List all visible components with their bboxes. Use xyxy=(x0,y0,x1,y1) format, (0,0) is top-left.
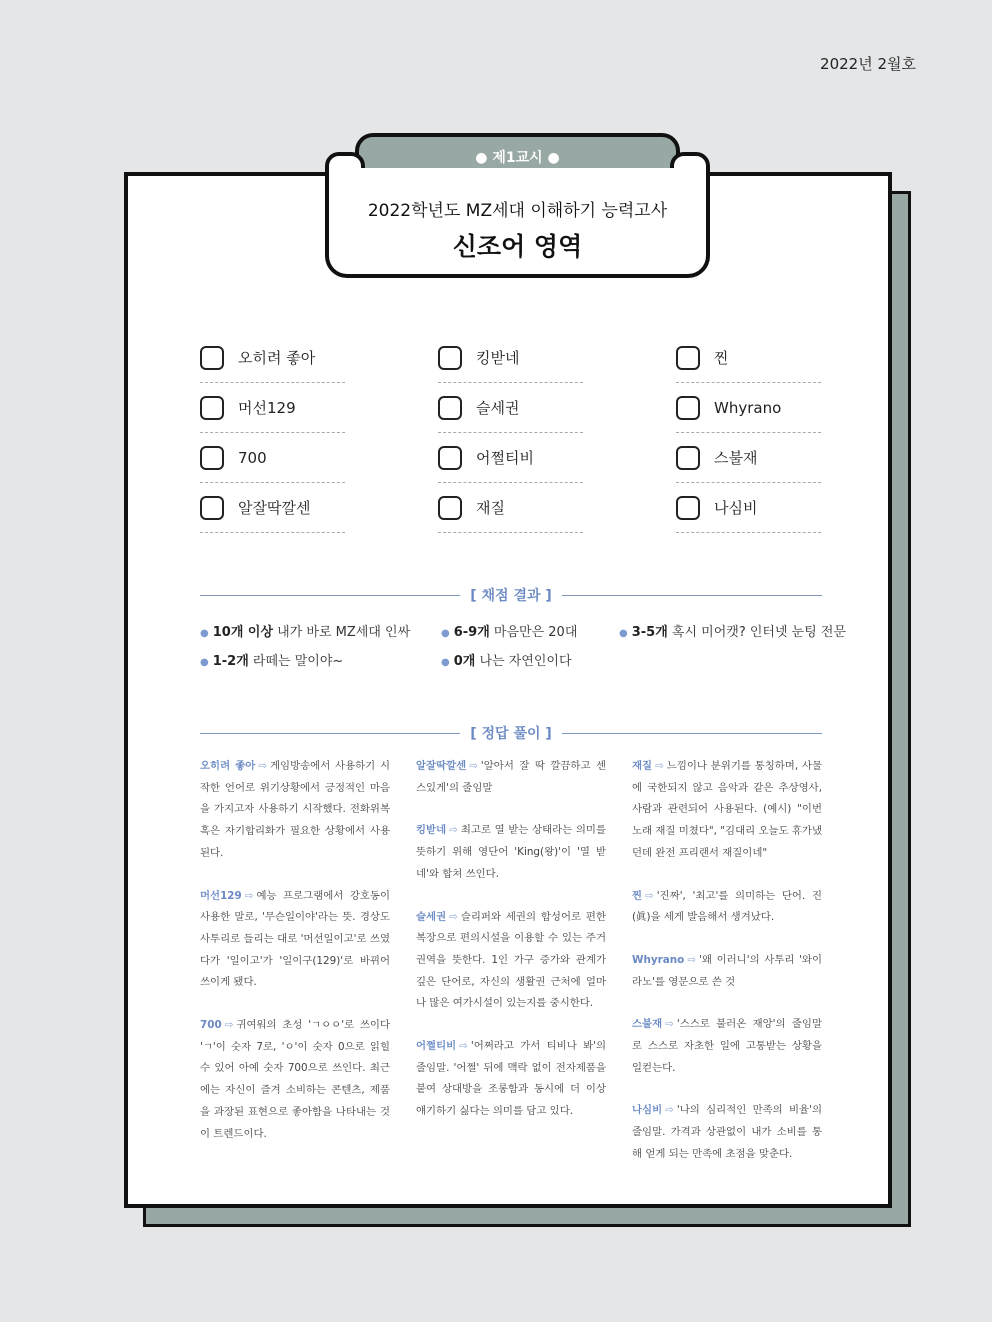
checklist-item[interactable] xyxy=(438,433,583,483)
answer-term: 알잘딱깔센 xyxy=(416,760,467,772)
answer-desc: '어쩌라고 가서 티비나 봐'의 줄임말. '어쩔' 뒤에 맥락 없이 전자제품을 붙여 상대방을 조롱함과 동시에 더 이상 얘기하기 싫다는 의미를 담고 있다. xyxy=(416,1040,606,1118)
answers-heading-text: [ 정답 풀이 ] xyxy=(470,726,552,742)
answer-desc: 최고로 열 받는 상태라는 의미를 뜻하기 위해 영단어 'King(왕)'이 '열 받네'와 합쳐 쓰인다. xyxy=(416,824,606,880)
score-range: 6-9개 xyxy=(453,625,490,640)
scoring-heading-text: [ 채점 결과 ] xyxy=(470,588,552,604)
checkbox[interactable] xyxy=(200,496,224,520)
score-result xyxy=(441,650,572,669)
title-box xyxy=(325,168,710,278)
arrow-icon: ⇨ xyxy=(469,760,478,772)
bullet-icon: ● xyxy=(200,628,209,639)
answer-entry xyxy=(632,1100,822,1165)
checkbox[interactable] xyxy=(438,446,462,470)
score-text: 혹시 미어캣? 인터넷 눈팅 전문 xyxy=(667,625,847,640)
bullet-icon: ● xyxy=(200,657,209,668)
checklist-label: 어쩔티비 xyxy=(476,449,534,467)
answers-heading xyxy=(200,723,822,743)
section-title: 신조어 영역 xyxy=(452,232,583,261)
answer-desc: 귀여워의 초성 'ㄱㅇㅇ'로 쓰이다 'ㄱ'이 숫자 7로, 'ㅇ'이 숫자 0으로 읽힐 수 있어 아예 숫자 700으로 쓰인다. 최근에는 자신이 즐겨 소비하는 콘텐츠, 제품을 과장된 표현으로 좋아함을 나타내는 것이 트렌드이다. xyxy=(200,1019,390,1140)
answer-term: 킹받네 xyxy=(416,824,447,837)
arrow-icon: ⇨ xyxy=(258,760,268,772)
checkbox[interactable] xyxy=(676,496,700,520)
answer-desc: '진짜', '최고'를 의미하는 단어. 진(眞)을 세게 발음해서 생겨났다. xyxy=(632,889,822,924)
answer-column xyxy=(632,756,822,1187)
arrow-icon: ⇨ xyxy=(655,760,664,772)
answer-term: 어쩔티비 xyxy=(416,1040,457,1053)
checkbox[interactable] xyxy=(676,446,700,470)
score-range: 1-2개 xyxy=(212,654,249,669)
answer-column xyxy=(416,756,606,1187)
checkbox[interactable] xyxy=(200,346,224,370)
answer-entry xyxy=(200,1015,390,1145)
score-result xyxy=(200,621,410,640)
answer-term: 재질 xyxy=(632,760,653,772)
period-tab-label: ● 제1교시 ● xyxy=(475,150,560,166)
answer-term: 머선129 xyxy=(200,889,242,902)
checkbox[interactable] xyxy=(676,396,700,420)
score-text: 나는 자연인이다 xyxy=(475,654,572,669)
arrow-icon: ⇨ xyxy=(459,1040,468,1053)
word-checklist xyxy=(200,333,822,533)
answer-entry xyxy=(200,886,390,995)
bullet-icon: ● xyxy=(619,628,628,639)
scoring-heading xyxy=(200,585,822,605)
checklist-item[interactable] xyxy=(676,383,821,433)
answer-entry xyxy=(632,950,822,993)
checkbox[interactable] xyxy=(200,446,224,470)
checkbox[interactable] xyxy=(200,396,224,420)
checklist-label: 슬세권 xyxy=(476,399,520,417)
checklist-label: 재질 xyxy=(476,499,505,517)
checklist-label: 머선129 xyxy=(238,399,296,417)
answer-desc: '나의 심리적인 만족의 비율'의 줄임말. 가격과 상관없이 내가 소비를 통해 얻게 되는 만족에 초점을 맞춘다. xyxy=(632,1104,822,1160)
answer-entry xyxy=(200,756,390,865)
checklist-label: 나심비 xyxy=(714,499,758,517)
answer-desc: 느낌이나 분위기를 통칭하며, 사물에 국한되지 않고 음악과 같은 추상영사, 사람과 관련되어 사용된다. (예시) "이번 노래 재질 미쳤다", "김대리 오늘도 휴가냈던데 완전 프리랜서 재질이네" xyxy=(632,760,822,859)
checklist-label: 킹받네 xyxy=(476,349,520,367)
answer-entry xyxy=(632,1014,822,1079)
divider xyxy=(562,733,822,734)
arrow-icon: ⇨ xyxy=(645,889,654,902)
answer-explanations xyxy=(200,756,822,1187)
checkbox[interactable] xyxy=(438,396,462,420)
checklist-item[interactable] xyxy=(676,333,821,383)
answer-term: Whyrano xyxy=(632,953,685,966)
checklist-label: 오히려 좋아 xyxy=(238,349,316,367)
answer-entry xyxy=(416,820,606,885)
checklist-item[interactable] xyxy=(438,333,583,383)
divider xyxy=(200,733,460,734)
arrow-icon: ⇨ xyxy=(449,910,458,923)
score-text: 내가 바로 MZ세대 인싸 xyxy=(273,625,411,640)
exam-title: 2022학년도 MZ세대 이해하기 능력고사 xyxy=(367,201,668,221)
answer-desc: '스스로 불러온 재앙'의 줄임말로 스스로 자초한 일에 고통받는 상황을 일컫는다. xyxy=(632,1018,822,1074)
score-result xyxy=(200,650,343,669)
checklist-item[interactable] xyxy=(438,483,583,533)
answer-column xyxy=(200,756,390,1187)
divider xyxy=(200,595,460,596)
answer-term: 찐 xyxy=(632,889,643,902)
arrow-icon: ⇨ xyxy=(687,953,697,966)
answer-entry xyxy=(632,756,822,865)
answer-desc: 예능 프로그램에서 강호동이 사용한 말로, '무슨일이야'라는 뜻. 경상도 사투리로 들리는 대로 '머선일이고'로 쓰였다가 '일이고'가 '일이구(129)'로 바뀌어 쓰이게 됐다. xyxy=(200,889,390,989)
checkbox[interactable] xyxy=(676,346,700,370)
arrow-icon: ⇨ xyxy=(665,1104,674,1117)
checkbox[interactable] xyxy=(438,496,462,520)
arrow-icon: ⇨ xyxy=(665,1018,674,1031)
answer-entry xyxy=(416,907,606,1016)
arrow-icon: ⇨ xyxy=(244,889,254,902)
answer-entry xyxy=(632,886,822,929)
answer-desc: '알아서 잘 딱 깔끔하고 센스있게'의 줄임말 xyxy=(416,760,606,794)
checklist-item[interactable] xyxy=(200,333,345,383)
answer-term: 스불재 xyxy=(632,1018,663,1031)
answer-term: 나심비 xyxy=(632,1104,663,1117)
checklist-label: Whyrano xyxy=(714,398,782,417)
score-text: 라떼는 말이야~ xyxy=(248,654,344,669)
bullet-icon: ● xyxy=(441,628,450,639)
issue-date: 2022년 2월호 xyxy=(820,55,916,73)
answer-term: 700 xyxy=(200,1019,222,1032)
score-range: 10개 이상 xyxy=(212,625,274,640)
score-text: 마음만은 20대 xyxy=(489,625,578,640)
checklist-label: 스불재 xyxy=(714,449,758,467)
checklist-label: 알잘딱깔센 xyxy=(238,499,311,517)
checklist-item[interactable] xyxy=(438,383,583,433)
checklist-label: 700 xyxy=(238,448,267,467)
checklist-item[interactable] xyxy=(676,483,821,533)
checklist-item[interactable] xyxy=(200,433,345,483)
score-result xyxy=(619,621,846,640)
checklist-item[interactable] xyxy=(200,483,345,533)
score-range: 3-5개 xyxy=(631,625,668,640)
checkbox[interactable] xyxy=(438,346,462,370)
answer-entry xyxy=(416,1036,606,1123)
checklist-label: 찐 xyxy=(714,349,729,367)
answer-desc: '왜 이러니'의 사투리 '와이라노'를 영문으로 쓴 것 xyxy=(632,953,822,988)
answer-desc: 게임방송에서 사용하기 시작한 언어로 위기상황에서 긍정적인 마음을 가지고자 사용하기 시작했다. 전화위복 혹은 자기합리화가 필요한 상황에서 사용된다. xyxy=(200,760,390,859)
bullet-icon: ● xyxy=(441,657,450,668)
score-result xyxy=(441,621,577,640)
answer-entry xyxy=(416,756,606,799)
divider xyxy=(562,595,822,596)
score-range: 0개 xyxy=(453,654,476,669)
answer-term: 오히려 좋아 xyxy=(200,760,256,772)
checklist-item[interactable] xyxy=(200,383,345,433)
checklist-item[interactable] xyxy=(676,433,821,483)
arrow-icon: ⇨ xyxy=(449,824,458,837)
answer-desc: 슬리퍼와 세권의 합성어로 편한 복장으로 편의시설을 이용할 수 있는 주거권역을 뜻한다. 1인 가구 증가와 관계가 깊은 단어로, 자신의 생활권 근처에 얼마나 많은 여가시설이 있는지를 중시한다. xyxy=(416,910,606,1010)
answer-term: 슬세권 xyxy=(416,910,447,923)
arrow-icon: ⇨ xyxy=(224,1019,234,1032)
